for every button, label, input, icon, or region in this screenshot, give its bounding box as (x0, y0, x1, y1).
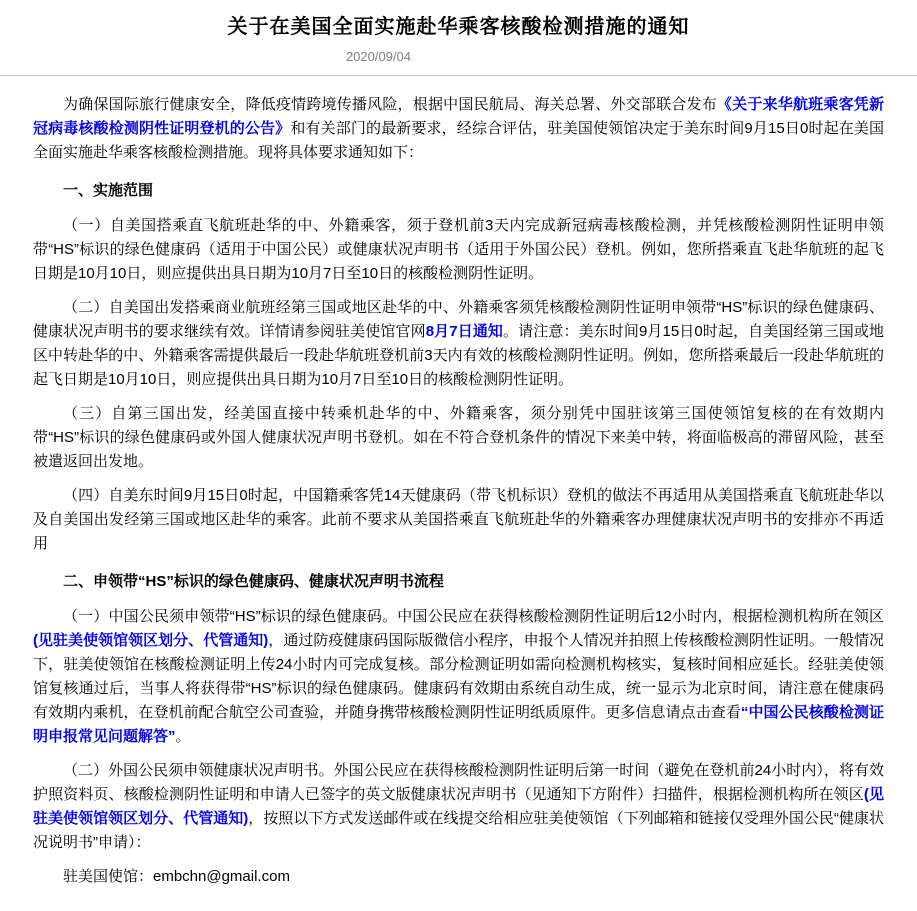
text-segment: （三）自第三国出发，经美国直接中转乘机赴华的中、外籍乘客，须分别凭中国驻该第三国使领馆复核的在有效期内带“HS”标识的绿色健康码或外国人健康状况声明书登机。如在不符合登机条件的情况下来美中转，将面临极高的滞留风险，甚至被遣返回出发地。 (33, 405, 884, 470)
inline-link[interactable]: 8月7日通知 (425, 323, 504, 340)
section-1-item-1 (33, 214, 884, 286)
text-segment: 。请注意：美东时间9月15日0时起，自美国经第三国或地区中转赴华的中、外籍乘客需提供最后一段赴华航班登机前3天内有效的核酸检测阴性证明。例如，您所搭乘最后一段赴华航班的起飞日期是10月10日，则应提供出具日期为10月7日至10日的核酸检测阴性证明。 (33, 323, 885, 388)
section-1-item-3 (33, 402, 884, 474)
text-segment: ，通过防疫健康码国际版微信小程序，申报个人情况并拍照上传核酸检测阴性证明。一般情况下，驻美使领馆在核酸检测证明上传24小时内可完成复核。部分检测证明如需向检测机构核实，复核时间相应延长。经驻美使领馆复核通过后，当事人将获得带“HS”标识的绿色健康码。健康码有效期由系统自动生成，统一显示为北京时间，请注意在健康码有效期内乘机，在登机前配合航空公司查验，并随身携带核酸检测阴性证明纸质原件。更多信息请点击查看 (33, 632, 884, 721)
text-segment: 。 (175, 728, 191, 745)
notice-body (0, 76, 917, 911)
section-1-item-4 (33, 484, 884, 556)
section-2-item-2 (33, 759, 884, 855)
text-segment: （一）中国公民须申领带“HS”标识的绿色健康码。中国公民应在获得核酸检测阴性证明后12小时内，根据检测机构所在领区 (63, 608, 884, 625)
inline-link[interactable]: (见驻美使领馆领区划分、代管通知) (33, 632, 269, 649)
text-segment: ，按照以下方式发送邮件或在线提交给相应驻美使领馆（下列邮箱和链接仅受理外国公民“健康状况说明书”申请）： (33, 810, 885, 851)
inline-link[interactable]: 《关于来华航班乘客凭新冠病毒核酸检测阴性证明登机的公告》 (33, 96, 884, 137)
text-segment: 为确保国际旅行健康安全，降低疫情跨境传播风险，根据中国民航局、海关总署、外交部联合发布 (63, 96, 717, 113)
section-2-item-1 (33, 605, 884, 749)
inline-link[interactable]: “中国公民核酸检测证明申报常见问题解答” (33, 704, 884, 745)
inline-link[interactable]: (见驻美使领馆领区划分、代管通知) (33, 786, 884, 827)
text-segment: （一）自美国搭乘直飞航班赴华的中、外籍乘客，须于登机前3天内完成新冠病毒核酸检测，并凭核酸检测阴性证明申领带“HS”标识的绿色健康码（适用于中国公民）或健康状况声明书（适用于外国公民）登机。例如，您所搭乘直飞赴华航班的起飞日期是10月10日，则应提供出具日期为10月7日至10日的核酸检测阴性证明。 (33, 217, 884, 282)
section-1-item-2 (33, 296, 884, 392)
text-segment: 二、申领带“HS”标识的绿色健康码、健康状况声明书流程 (63, 573, 444, 590)
intro-paragraph (33, 93, 884, 165)
text-segment: （二）外国公民须申领健康状况声明书。外国公民应在获得核酸检测阴性证明后第一时间（避免在登机前24小时内），将有效护照资料页、核酸检测阴性证明和申请人已签字的英文版健康状况声明书（见通知下方附件）扫描件，根据检测机构所在领区 (33, 762, 884, 803)
section-1-heading (33, 179, 884, 203)
page-title: 关于在美国全面实施赴华乘客核酸检测措施的通知 (227, 16, 690, 38)
text-segment: （四）自美东时间9月15日0时起，中国籍乘客凭14天健康码（带飞机标识）登机的做法不再适用从美国搭乘直飞航班赴华以及自美国出发经第三国或地区赴华的乘客。此前不要求从美国搭乘直飞航班赴华的外籍乘客办理健康状况声明书的安排亦不再适用 (33, 487, 884, 552)
notice-header (0, 0, 917, 64)
text-segment: （二）自美国出发搭乘商业航班经第三国或地区赴华的中、外籍乘客须凭核酸检测阴性证明申领带“HS”标识的绿色健康码、健康状况声明书的要求继续有效。详情请参阅驻美使馆官网 (33, 299, 884, 340)
date-row (0, 49, 837, 64)
embassy-email-line (33, 865, 884, 889)
text-segment: 和有关部门的最新要求，经综合评估，驻美国使领馆决定于美东时间9月15日0时起在美国全面实施赴华乘客核酸检测措施。现将具体要求通知如下： (33, 120, 884, 161)
text-segment: 一、实施范围 (63, 182, 154, 199)
text-segment: 驻美国使馆：embchn@gmail.com (63, 868, 290, 885)
section-2-heading (33, 570, 884, 594)
publish-date: 2020/09/04 (345, 49, 412, 64)
